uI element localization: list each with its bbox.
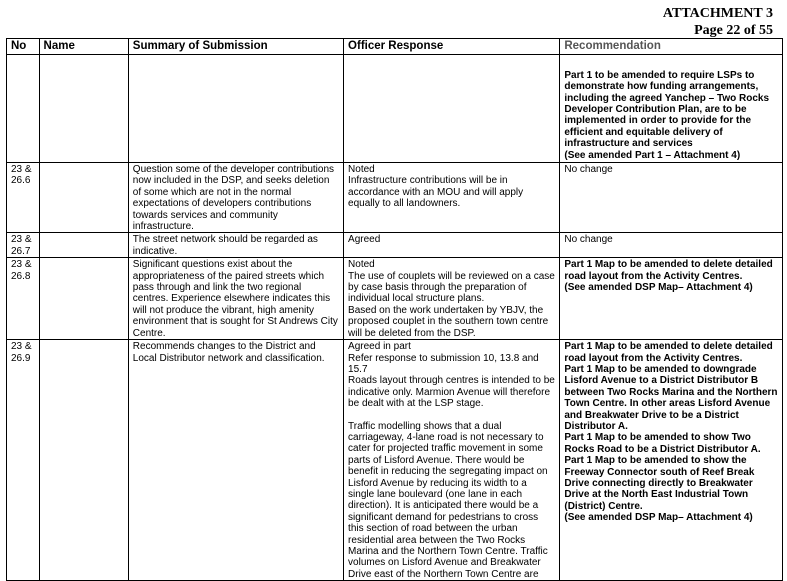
table-header-row [7,39,783,55]
summary-text: Recommends changes to the District and Local Distributor network and classification. [132,341,325,364]
cell-summary [128,163,343,233]
recommendation-text: Part 1 Map to be amended to delete detailed road layout from the Activity Centres. [564,259,773,282]
cell-officer [344,233,560,258]
officer-status: Agreed in part [348,341,411,353]
cell-recommendation: No change [560,233,783,258]
officer-text: Roads layout through centres is intended to be indicative only. Marmion Avenue will therefore be dealt with at the LSP stage. [348,375,555,410]
cell-officer [344,55,560,163]
recommendation-text: Part 1 Map to be amended to delete detailed road layout from the Activity Centres. [564,341,773,364]
cell-officer [344,258,560,340]
cell-recommendation [560,55,783,163]
officer-status: Agreed [348,234,381,246]
col-header-recommendation: Recommendation [560,39,783,55]
table-row [7,233,783,258]
cell-name [39,55,128,163]
officer-text: Infrastructure contributions will be in accordance with an MOU and will apply equally to all landowners. [348,175,524,210]
cell-recommendation [560,340,783,581]
cell-name [39,258,128,340]
cell-no [7,55,40,163]
officer-text: The use of couplets will be reviewed on a case by case basis through the preparation of individual local structure plans. [348,270,555,305]
summary-text: Question some of the developer contributions now included in the DSP, and seeks deletion of some which are not in the normal expectations of developers contributions towards services and community infrastructure. [132,164,335,233]
recommendation-text: Part 1 Map to be amended to downgrade Lisford Avenue to a District Distributor B between Two Rocks Marina and the Northern Town Centre. In other areas Lisford Avenue and Breakwater Drive to be a District Distributor A. [564,363,778,432]
table-row [7,258,783,340]
table-row [7,55,783,163]
recommendation-reference: (See amended DSP Map– Attachment 4) [564,282,753,294]
cell-recommendation [560,258,783,340]
col-header-officer: Officer Response [344,39,560,55]
cell-no: 23 & 26.7 [7,233,40,258]
cell-summary [128,233,343,258]
col-header-name: Name [39,39,128,55]
recommendation-text: Part 1 to be amended to require LSPs to demonstrate how funding arrangements, including the agreed Yanchep – Two Rocks Developer Contribution Plan, are to be implemented in order to provide for the efficient and equitable delivery of infrastructure and services [564,69,770,150]
cell-no: 23 & 26.8 [7,258,40,340]
officer-status: Noted [348,164,375,175]
table-row [7,340,783,581]
cell-officer [344,340,560,581]
cell-name [39,340,128,581]
submissions-table [6,38,783,581]
attachment-label: ATTACHMENT 3 [662,6,773,21]
officer-text: Based on the work undertaken by YBJV, the proposed couplet in the southern town centre will be deleted from the DSP. [348,304,549,339]
officer-text: Refer response to submission 10, 13.8 and 15.7 [348,352,539,375]
cell-name [39,163,128,233]
officer-text: Traffic modelling shows that a dual carriageway, 4-lane road is not necessary to cater for projected traffic movement in some parts of Lisford Avenue. There would be benefit in reducing the segregating impact on Lisford Avenue by reducing its width to a single lane boulevard (one lane in each direction). It is anticipated there would be a significant demand for pedestrians to cross this section of road between the urban residential area between the Two Rocks Marina and the Northern Town Centre. Traffic volumes on Lisford Avenue and Breakwater Drive east of the Northern Town Centre are [348,420,548,580]
cell-officer [344,163,560,233]
recommendation-reference: (See amended DSP Map– Attachment 4) [564,512,753,524]
recommendation-reference: (See amended Part 1 – Attachment 4) [564,149,741,161]
cell-name [39,233,128,258]
cell-no: 23 & 26.6 [7,163,40,233]
col-header-no: No [7,39,40,55]
recommendation-text: Part 1 Map to be amended to show the Freeway Connector south of Reef Break Drive connecting directly to Breakwater Drive at the North East Industrial Town (District) Centre. [564,455,755,512]
summary-text: The street network should be regarded as indicative. [132,234,318,257]
officer-status: Noted [348,259,375,271]
page-number: Page 22 of 55 [694,23,773,38]
col-header-summary: Summary of Submission [128,39,343,55]
cell-summary [128,258,343,340]
cell-summary [128,340,343,581]
table-row [7,163,783,233]
cell-no: 23 & 26.9 [7,340,40,581]
recommendation-text: Part 1 Map to be amended to show Two Rocks Road to be a District Distributor A. [564,432,761,455]
cell-recommendation: No change [560,163,783,233]
summary-text: Significant questions exist about the appropriateness of the paired streets which pass through and link the two regional centres. Experience elsewhere indicates this will not produce the vibrant, high amenity environment that is sought for St Andrews City Centre. [132,259,338,339]
cell-summary [128,55,343,163]
